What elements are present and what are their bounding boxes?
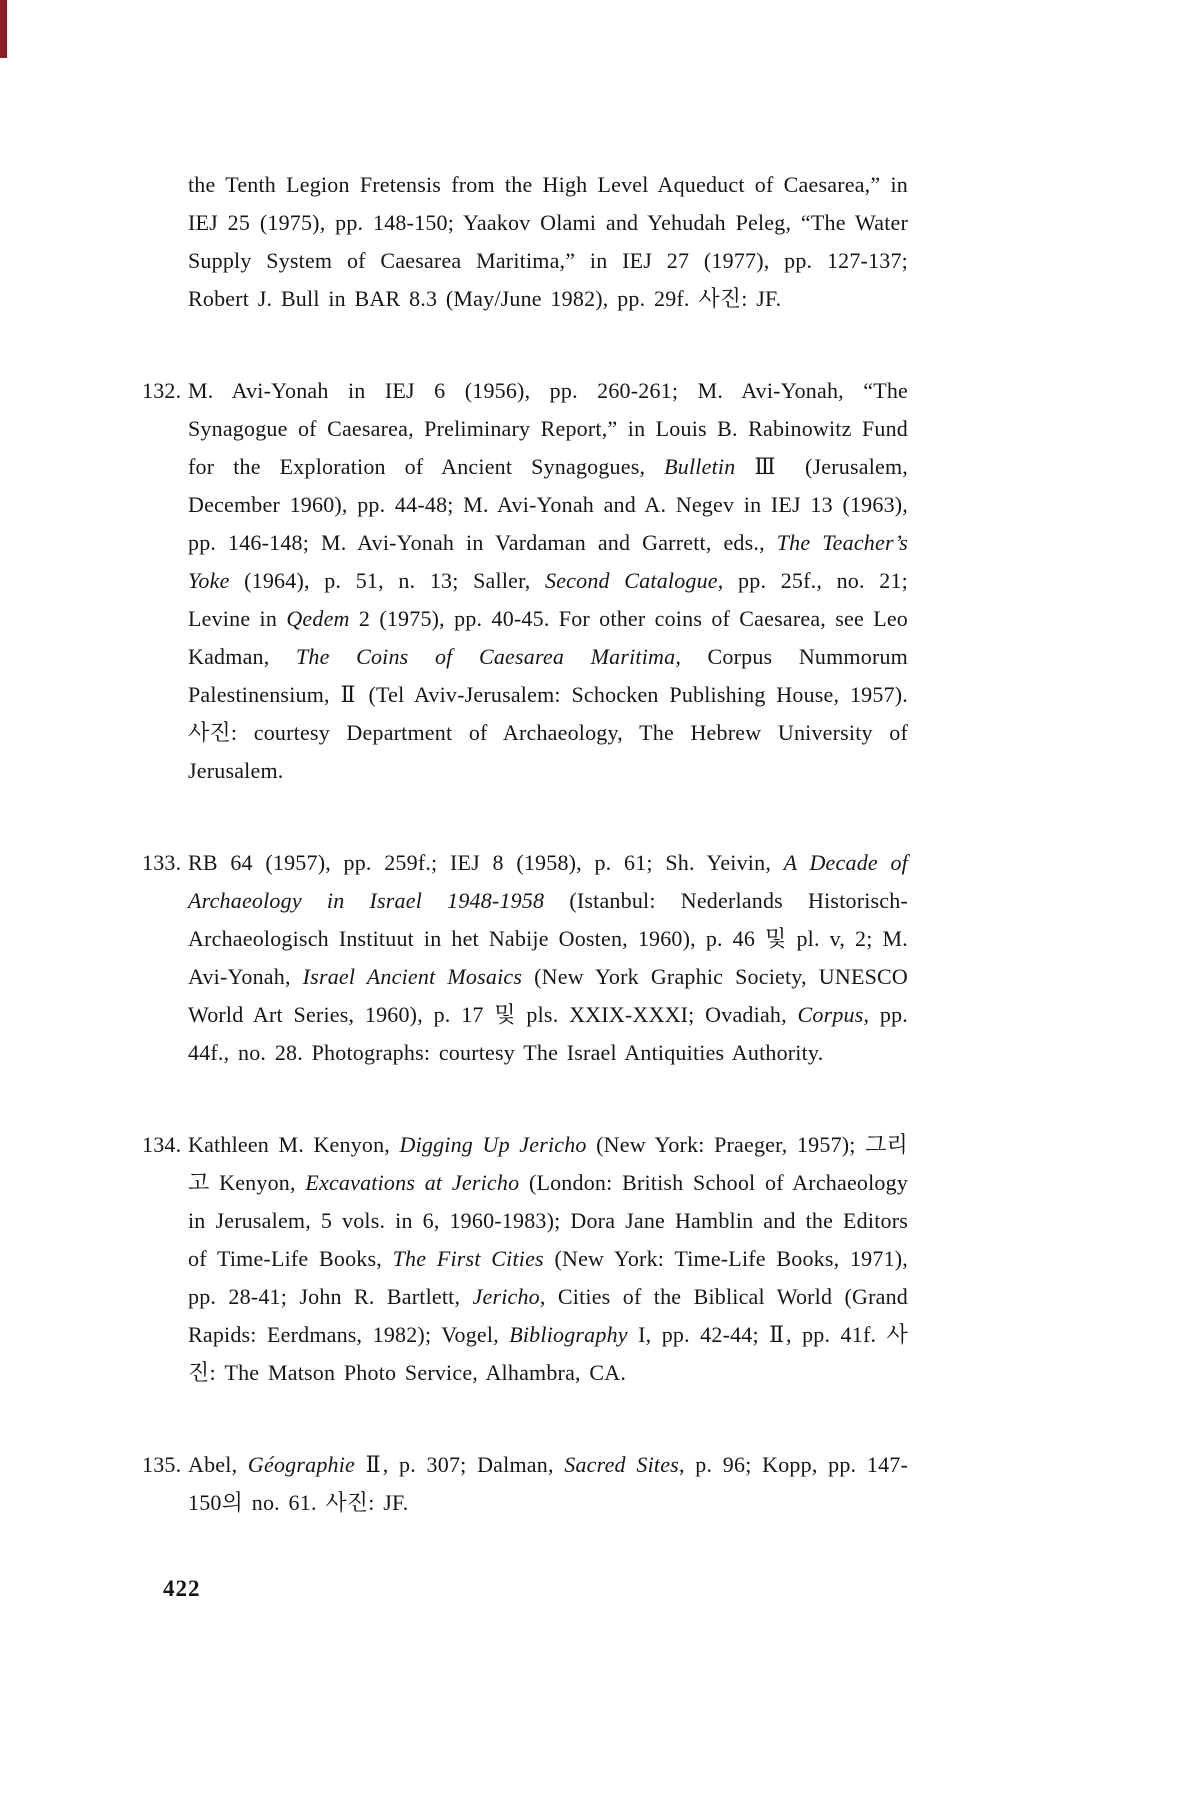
endnote-text [188, 1126, 908, 1392]
note-text-run: , Cities of the Biblical World (Grand Rapids: Eerdmans, 1982); Vogel, [188, 1284, 908, 1347]
note-text-run: RB 64 (1957), pp. 259f.; IEJ 8 (1958), p. 61; Sh. Yeivin, [188, 850, 784, 875]
note-text-run: (New York: Praeger, 1957); 그리고 Kenyon, [188, 1132, 908, 1195]
endnote [142, 1126, 908, 1392]
work-title-italic: Qedem [286, 606, 350, 631]
work-title-italic: The First Cities [392, 1246, 544, 1271]
note-text-run: M. Avi-Yonah in IEJ 6 (1956), pp. 260-261; M. Avi-Yonah, “The Synagogue of Caesarea, Preliminary Report,” in Louis B. Rabinowitz Fund for the Exploration of Ancient Synagogues, [188, 378, 908, 479]
endnote-number: 134. [142, 1132, 182, 1157]
endnotes-list [142, 166, 908, 1522]
work-title-italic: Jericho [472, 1284, 540, 1309]
note-text-run: Abel, [188, 1452, 248, 1477]
note-text-run: (1964), p. 51, n. 13; Saller, [229, 568, 546, 593]
scan-artifact [0, 0, 7, 58]
work-title-italic: A Decade of Archaeology in Israel 1948-1958 [188, 850, 908, 913]
endnote-number: 132. [142, 378, 182, 403]
endnote [142, 844, 908, 1072]
note-text-run: , pp. 44f., no. 28. Photographs: courtesy The Israel Antiquities Authority. [188, 1002, 909, 1065]
endnote-text [188, 166, 908, 318]
work-title-italic: Digging Up Jericho [399, 1132, 587, 1157]
endnote-number: 135. [142, 1452, 182, 1477]
endnote [142, 1446, 908, 1522]
note-text-run: , Corpus Nummorum Palestinensium, Ⅱ (Tel Aviv-Jerusalem: Schocken Publishing House, 1957). 사진: courtesy Department of Archaeology, The Hebrew University of Jerusalem. [188, 644, 908, 783]
note-text-run: (New York Graphic Society, UNESCO World Art Series, 1960), p. 17 및 pls. XXIX-XXXI; Ovadiah, [188, 964, 908, 1027]
note-text-run: I, pp. 42-44; Ⅱ, pp. 41f. 사진: The Matson Photo Service, Alhambra, CA. [188, 1322, 908, 1385]
endnote [142, 372, 908, 790]
work-title-italic: Bibliography [509, 1322, 628, 1347]
note-text-run: Ⅲ (Jerusalem, December 1960), pp. 44-48; M. Avi-Yonah and A. Negev in IEJ 13 (1963), pp. 146-148; M. Avi-Yonah in Vardaman and Garrett, eds., [188, 454, 908, 555]
note-text-run: 2 (1975), pp. 40-45. For other coins of Caesarea, see Leo Kadman, [188, 606, 908, 669]
work-title-italic: Sacred Sites [564, 1452, 679, 1477]
work-title-italic: Excavations at Jericho [305, 1170, 520, 1195]
note-text-run: (Istanbul: Nederlands Historisch-Archaeologisch Instituut in het Nabije Oosten, 1960), p. 46 및 pl. v, 2; M. Avi-Yonah, [188, 888, 908, 989]
note-text-run: (London: British School of Archaeology in Jerusalem, 5 vols. in 6, 1960-1983); Dora Jane Hamblin and the Editors of Time-Life Books, [188, 1170, 909, 1271]
work-title-italic: Géographie [247, 1452, 355, 1477]
work-title-italic: Corpus [797, 1002, 864, 1027]
endnote-text [188, 372, 908, 790]
note-text-run: Ⅱ, p. 307; Dalman, [355, 1452, 565, 1477]
work-title-italic: Bulletin [664, 454, 736, 479]
endnote-number: 133. [142, 850, 182, 875]
endnote-text [188, 844, 908, 1072]
note-text-run: (New York: Time-Life Books, 1971), pp. 28-41; John R. Bartlett, [188, 1246, 908, 1309]
work-title-italic: The Teacher’s Yoke [188, 530, 908, 593]
note-text-run: Kathleen M. Kenyon, [188, 1132, 400, 1157]
note-text-run: , pp. 25f., no. 21; Levine in [188, 568, 908, 631]
endnote-text [188, 1446, 908, 1522]
note-text-run: , p. 96; Kopp, pp. 147-150의 no. 61. 사진: JF. [188, 1452, 908, 1515]
work-title-italic: The Coins of Caesarea Maritima [295, 644, 676, 669]
note-text-run: the Tenth Legion Fretensis from the High Level Aqueduct of Caesarea,” in IEJ 25 (1975), pp. 148-150; Yaakov Olami and Yehudah Peleg, “The Water Supply System of Caesarea Maritima,” in IEJ 27 (1977), pp. 127-137; Robert J. Bull in BAR 8.3 (May/June 1982), pp. 29f. 사진: JF. [188, 172, 908, 311]
endnote [142, 166, 908, 318]
work-title-italic: Israel Ancient Mosaics [302, 964, 523, 989]
page-number: 422 [163, 1576, 201, 1601]
work-title-italic: Second Catalogue [545, 568, 718, 593]
